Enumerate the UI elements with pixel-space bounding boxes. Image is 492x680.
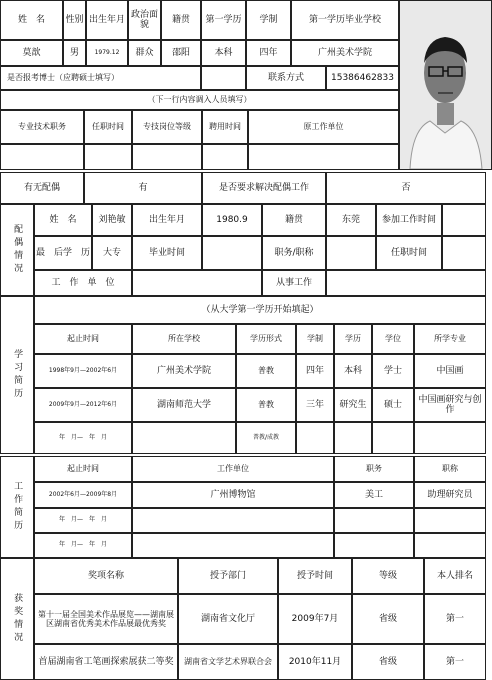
phone-value: 15386462833 <box>326 66 399 90</box>
first-edu-label: 第一学历 <box>201 0 246 40</box>
spouse-job-title-label: 职务/职称 <box>262 236 326 270</box>
study-row-2-period: 2009年9月—2012年6月 <box>34 388 132 422</box>
work-header-period: 起止时间 <box>34 456 132 482</box>
spouse-name-label: 姓 名 <box>34 204 92 236</box>
post-value-time[interactable] <box>84 144 132 170</box>
native-value: 邵阳 <box>161 40 201 66</box>
study-row-2-major: 中国画研究与创作 <box>414 388 486 422</box>
awards-row-1-dept: 湖南省文化厅 <box>178 594 278 644</box>
post-value-level[interactable] <box>132 144 202 170</box>
politics-label: 政治面貌 <box>128 0 161 40</box>
awards-row-2-level: 省级 <box>352 644 424 680</box>
study-row-3-major[interactable] <box>414 422 486 454</box>
spouse-unit-value[interactable] <box>132 270 262 296</box>
study-row-1-major: 中国画 <box>414 354 486 388</box>
school-system-value: 四年 <box>246 40 291 66</box>
spouse-native-value: 东莞 <box>326 204 376 236</box>
awards-header-dept: 授予部门 <box>178 558 278 594</box>
study-row-3-system[interactable] <box>296 422 334 454</box>
awards-header-rank: 本人排名 <box>424 558 486 594</box>
study-header-edu: 学历 <box>334 324 372 354</box>
spouse-native-label: 籍贯 <box>262 204 326 236</box>
spouse-appoint-time-label: 任职时间 <box>376 236 442 270</box>
awards-section-label: 获奖情况 <box>0 558 34 680</box>
first-school-value: 广州美术学院 <box>291 40 399 66</box>
spouse-occupation-value[interactable] <box>326 270 486 296</box>
study-header-degree: 学位 <box>372 324 414 354</box>
study-row-3-school[interactable] <box>132 422 236 454</box>
spouse-edu-value: 大专 <box>92 236 132 270</box>
name-label: 姓 名 <box>0 0 63 40</box>
post-col-title: 专业技术职务 <box>0 110 84 144</box>
study-row-3-edu[interactable] <box>334 422 372 454</box>
first-edu-value: 本科 <box>201 40 246 66</box>
post-col-unit: 原工作单位 <box>248 110 399 144</box>
need-solve-label: 是否要求解决配偶工作 <box>202 172 326 204</box>
native-label: 籍贯 <box>161 0 201 40</box>
portrait-image <box>400 1 491 169</box>
gender-label: 性别 <box>63 0 86 40</box>
spouse-birth-value: 1980.9 <box>202 204 262 236</box>
study-row-1-degree: 学士 <box>372 354 414 388</box>
name-value: 莫歆 <box>0 40 63 66</box>
study-header-school: 所在学校 <box>132 324 236 354</box>
work-row-1-unit: 广州博物馆 <box>132 482 334 508</box>
work-row-3-period: 年 月— 年 月 <box>34 533 132 558</box>
post-value-title[interactable] <box>0 144 84 170</box>
awards-header-level: 等级 <box>352 558 424 594</box>
study-row-1-system: 四年 <box>296 354 334 388</box>
study-note: （从大学第一学历开始填起） <box>34 296 486 324</box>
study-row-2-edu: 研究生 <box>334 388 372 422</box>
work-header-title: 职称 <box>414 456 486 482</box>
study-row-2-degree: 硕士 <box>372 388 414 422</box>
work-row-2-unit[interactable] <box>132 508 334 533</box>
awards-row-2-name: 首届湖南省工笔画探索展获二等奖 <box>34 644 178 680</box>
phone-label: 联系方式 <box>246 66 326 90</box>
spouse-edu-label: 最 后学 历 <box>34 236 92 270</box>
work-row-2-period: 年 月— 年 月 <box>34 508 132 533</box>
post-col-time: 任职时间 <box>84 110 132 144</box>
work-section-label: 工作简历 <box>0 456 34 558</box>
work-row-3-unit[interactable] <box>132 533 334 558</box>
portrait-photo <box>399 0 492 170</box>
spouse-birth-label: 出生年月 <box>132 204 202 236</box>
study-row-1-period: 1998年9月—2002年6月 <box>34 354 132 388</box>
spouse-appoint-time-value[interactable] <box>442 236 486 270</box>
study-header-period: 起止时间 <box>34 324 132 354</box>
birth-value: 1979.12 <box>86 40 128 66</box>
awards-header-time: 授予时间 <box>278 558 352 594</box>
study-row-1-form: 普教 <box>236 354 296 388</box>
awards-row-2-rank: 第一 <box>424 644 486 680</box>
birth-label: 出生年月 <box>86 0 128 40</box>
post-col-hire: 聘用时间 <box>202 110 248 144</box>
study-row-3-form: 普教/成教 <box>236 422 296 454</box>
awards-row-1-name: 第十一届全国美术作品展览——湖南展区湖南省优秀美术作品展最优秀奖 <box>34 594 178 644</box>
spouse-grad-time-label: 毕业时间 <box>132 236 202 270</box>
study-header-form: 学历形式 <box>236 324 296 354</box>
study-row-1-edu: 本科 <box>334 354 372 388</box>
work-row-3-title[interactable] <box>414 533 486 558</box>
study-section-label: 学习简历 <box>0 296 34 454</box>
awards-row-2-dept: 湖南省文学艺术界联合会 <box>178 644 278 680</box>
post-col-level: 专技岗位等级 <box>132 110 202 144</box>
study-row-3-degree[interactable] <box>372 422 414 454</box>
spouse-name-value: 刘艳敏 <box>92 204 132 236</box>
school-system-label: 学制 <box>246 0 291 40</box>
spouse-grad-time-value[interactable] <box>202 236 262 270</box>
spouse-job-title-value[interactable] <box>326 236 376 270</box>
work-header-unit: 工作单位 <box>132 456 334 482</box>
politics-value: 群众 <box>128 40 161 66</box>
transfer-note: （下一行内容调入人员填写） <box>0 90 399 110</box>
spouse-unit-label: 工 作 单 位 <box>34 270 132 296</box>
awards-row-1-time: 2009年7月 <box>278 594 352 644</box>
awards-row-1-level: 省级 <box>352 594 424 644</box>
spouse-section-label: 配偶情况 <box>0 204 34 296</box>
work-header-duty: 职务 <box>334 456 414 482</box>
spouse-occupation-label: 从事工作 <box>262 270 326 296</box>
post-value-hire[interactable] <box>202 144 248 170</box>
doctor-value[interactable] <box>201 66 246 90</box>
need-solve-value: 否 <box>326 172 486 204</box>
work-row-1-title: 助理研究员 <box>414 482 486 508</box>
awards-header-name: 奖项名称 <box>34 558 178 594</box>
post-value-unit[interactable] <box>248 144 399 170</box>
study-row-2-form: 普教 <box>236 388 296 422</box>
doctor-label: 是否报考博士（应聘硕士填写） <box>0 66 201 90</box>
awards-row-2-time: 2010年11月 <box>278 644 352 680</box>
study-header-system: 学制 <box>296 324 334 354</box>
spouse-join-work-label: 参加工作时间 <box>376 204 442 236</box>
first-school-label: 第一学历毕业学校 <box>291 0 399 40</box>
work-row-3-duty[interactable] <box>334 533 414 558</box>
has-spouse-value: 有 <box>84 172 202 204</box>
has-spouse-label: 有无配偶 <box>0 172 84 204</box>
work-row-1-period: 2002年6月—2009年8月 <box>34 482 132 508</box>
study-header-major: 所学专业 <box>414 324 486 354</box>
work-row-2-title[interactable] <box>414 508 486 533</box>
study-row-2-school: 湖南师范大学 <box>132 388 236 422</box>
study-row-3-period: 年 月— 年 月 <box>34 422 132 454</box>
spouse-join-work-value[interactable] <box>442 204 486 236</box>
gender-value: 男 <box>63 40 86 66</box>
work-row-1-duty: 美工 <box>334 482 414 508</box>
awards-row-1-rank: 第一 <box>424 594 486 644</box>
study-row-1-school: 广州美术学院 <box>132 354 236 388</box>
work-row-2-duty[interactable] <box>334 508 414 533</box>
study-row-2-system: 三年 <box>296 388 334 422</box>
